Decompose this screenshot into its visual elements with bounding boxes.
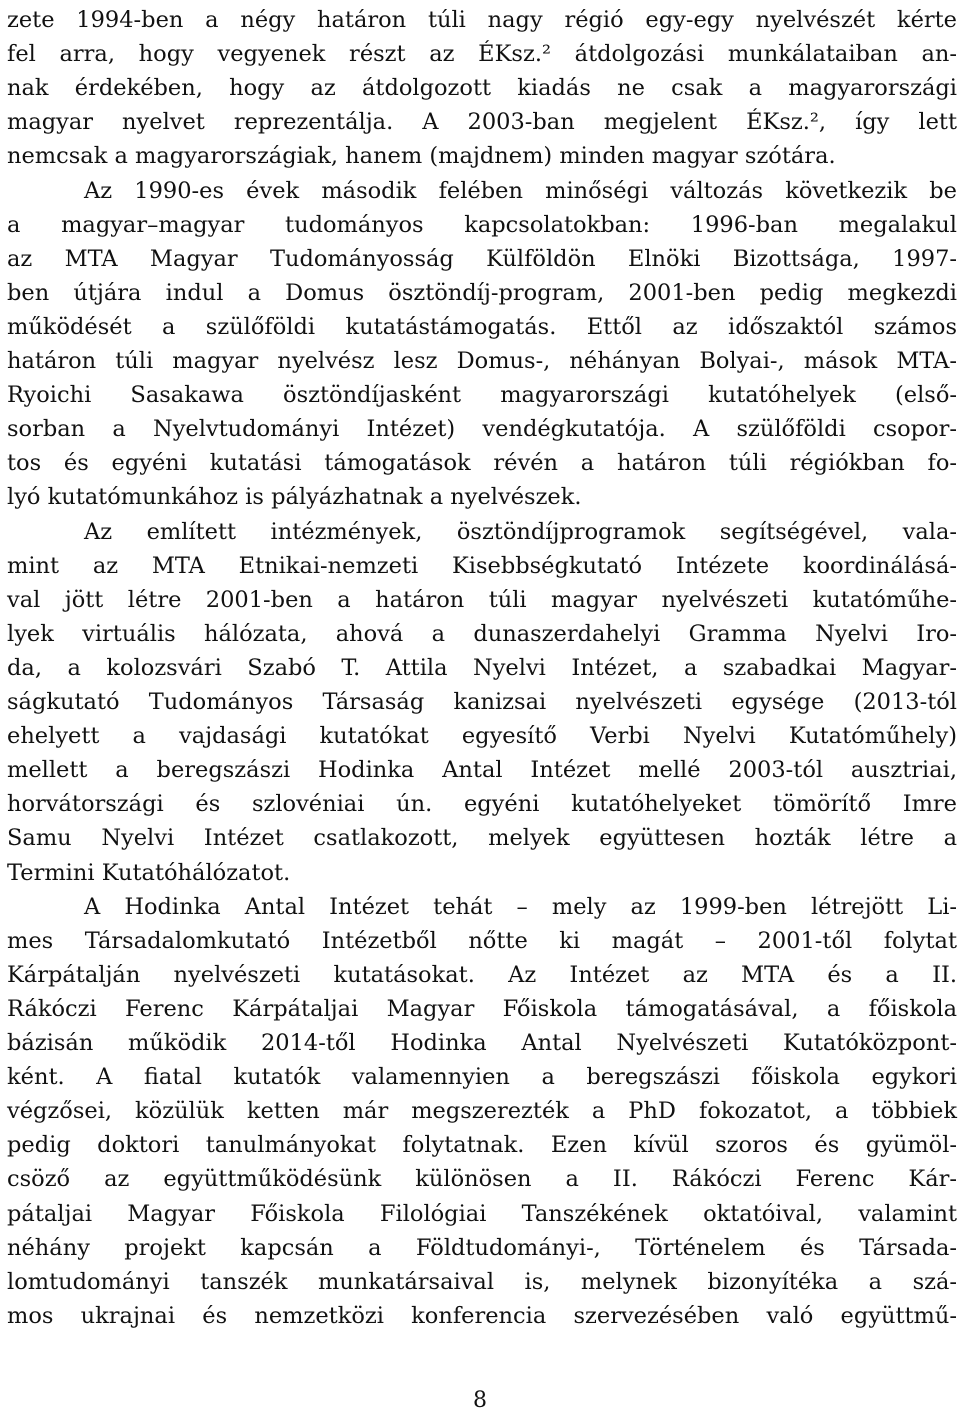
text-line: Az említett intézmények, ösztöndíjprogramok segítségével, vala- bbox=[84, 518, 957, 545]
text-line: zete 1994-ben a négy határon túli nagy régió egy-egy nyelvészét kérte bbox=[7, 7, 957, 33]
text-line: horvátországi és szlovéniai ún. egyéni kutatóhelyeket tömörítő Imre bbox=[7, 791, 957, 818]
text-line: néhány projekt kapcsán a Földtudományi-, Történelem és Társada- bbox=[7, 1234, 957, 1261]
text-line: tos és egyéni kutatási támogatások révén a határon túli régiókban fo- bbox=[7, 450, 957, 477]
text-line: val jött létre 2001-ben a határon túli magyar nyelvészeti kutatóműhe- bbox=[7, 586, 957, 613]
text-line: pátaljai Magyar Főiskola Filológiai Tanszékének oktatóival, valamint bbox=[7, 1200, 957, 1227]
text-line: ehelyett a vajdasági kutatókat egyesítő Verbi Nyelvi Kutatóműhely) bbox=[7, 723, 957, 750]
text-line: lomtudományi tanszék munkatársaival is, melynek bizonyítéka a szá- bbox=[7, 1268, 957, 1295]
text-line: határon túli magyar nyelvész lesz Domus-, néhányan Bolyai-, mások MTA- bbox=[7, 348, 957, 374]
text-line: lyek virtuális hálózata, ahová a dunaszerdahelyi Gramma Nyelvi Iro- bbox=[7, 620, 957, 647]
text-line: mes Társadalomkutató Intézetből nőtte ki magát – 2001-től folytat bbox=[7, 927, 957, 954]
text-line: mellett a beregszászi Hodinka Antal Intézet mellé 2003-tól ausztriai, bbox=[7, 757, 957, 784]
text-line: mos ukrajnai és nemzetközi konferencia szervezésében való együttmű- bbox=[7, 1302, 957, 1329]
text-line: sorban a Nyelvtudományi Intézet) vendégkutatója. A szülőföldi csopor- bbox=[7, 416, 957, 443]
text-line: ságkutató Tudományos Társaság kanizsai nyelvészeti egysége (2013-tól bbox=[7, 689, 957, 715]
text-line: Rákóczi Ferenc Kárpátaljai Magyar Főiskola támogatásával, a főiskola bbox=[7, 995, 957, 1022]
text-line: Ryoichi Sasakawa ösztöndíjasként magyarországi kutatóhelyek (első- bbox=[7, 382, 957, 409]
text-line: bázisán működik 2014-től Hodinka Antal Nyelvészeti Kutatóközpont- bbox=[7, 1030, 957, 1056]
text-line: da, a kolozsvári Szabó T. Attila Nyelvi Intézet, a szabadkai Magyar- bbox=[7, 654, 957, 681]
text-line: az MTA Magyar Tudományosság Külföldön Elnöki Bizottsága, 1997- bbox=[7, 245, 957, 272]
text-line: pedig doktori tanulmányokat folytatnak. Ezen kívül szoros és gyümöl- bbox=[7, 1132, 957, 1159]
text-line: A Hodinka Antal Intézet tehát – mely az 1999-ben létrejött Li- bbox=[84, 893, 957, 920]
text-line: végzősei, közülük ketten már megszerezték a PhD fokozatot, a többiek bbox=[7, 1098, 957, 1125]
page-number: 8 bbox=[473, 1388, 487, 1413]
text-line: fel arra, hogy vegyenek részt az ÉKsz.² átdolgozási munkálataiban an- bbox=[7, 41, 957, 68]
text-line: Samu Nyelvi Intézet csatlakozott, melyek együttesen hozták létre a bbox=[7, 825, 957, 852]
text-line: ben útjára indul a Domus ösztöndíj-program, 2001-ben pedig megkezdi bbox=[7, 279, 957, 306]
text-line: nemcsak a magyarországiak, hanem (majdnem) minden magyar szótára. bbox=[7, 143, 836, 170]
text-line: mint az MTA Etnikai-nemzeti Kisebbségkutató Intézete koordinálásá- bbox=[7, 552, 957, 579]
text-line: nak érdekében, hogy az átdolgozott kiadás ne csak a magyarországi bbox=[7, 75, 957, 102]
text-line: csöző az együttműködésünk különösen a II. Rákóczi Ferenc Kár- bbox=[7, 1166, 957, 1193]
text-line: ként. A fiatal kutatók valamennyien a beregszászi főiskola egykori bbox=[7, 1064, 957, 1091]
text-line: Az 1990-es évek második felében minőségi változás következik be bbox=[84, 177, 957, 204]
text-line: Kárpátalján nyelvészeti kutatásokat. Az Intézet az MTA és a II. bbox=[7, 961, 957, 988]
text-line: lyó kutatómunkához is pályázhatnak a nyelvészek. bbox=[7, 484, 582, 511]
text-line: a magyar–magyar tudományos kapcsolatokban: 1996-ban megalakul bbox=[7, 211, 957, 238]
text-line: magyar nyelvet reprezentálja. A 2003-ban megjelent ÉKsz.², így lett bbox=[7, 109, 957, 136]
text-line: Termini Kutatóhálózatot. bbox=[7, 859, 291, 886]
text-line: működését a szülőföldi kutatástámogatás. Ettől az időszaktól számos bbox=[7, 313, 957, 340]
